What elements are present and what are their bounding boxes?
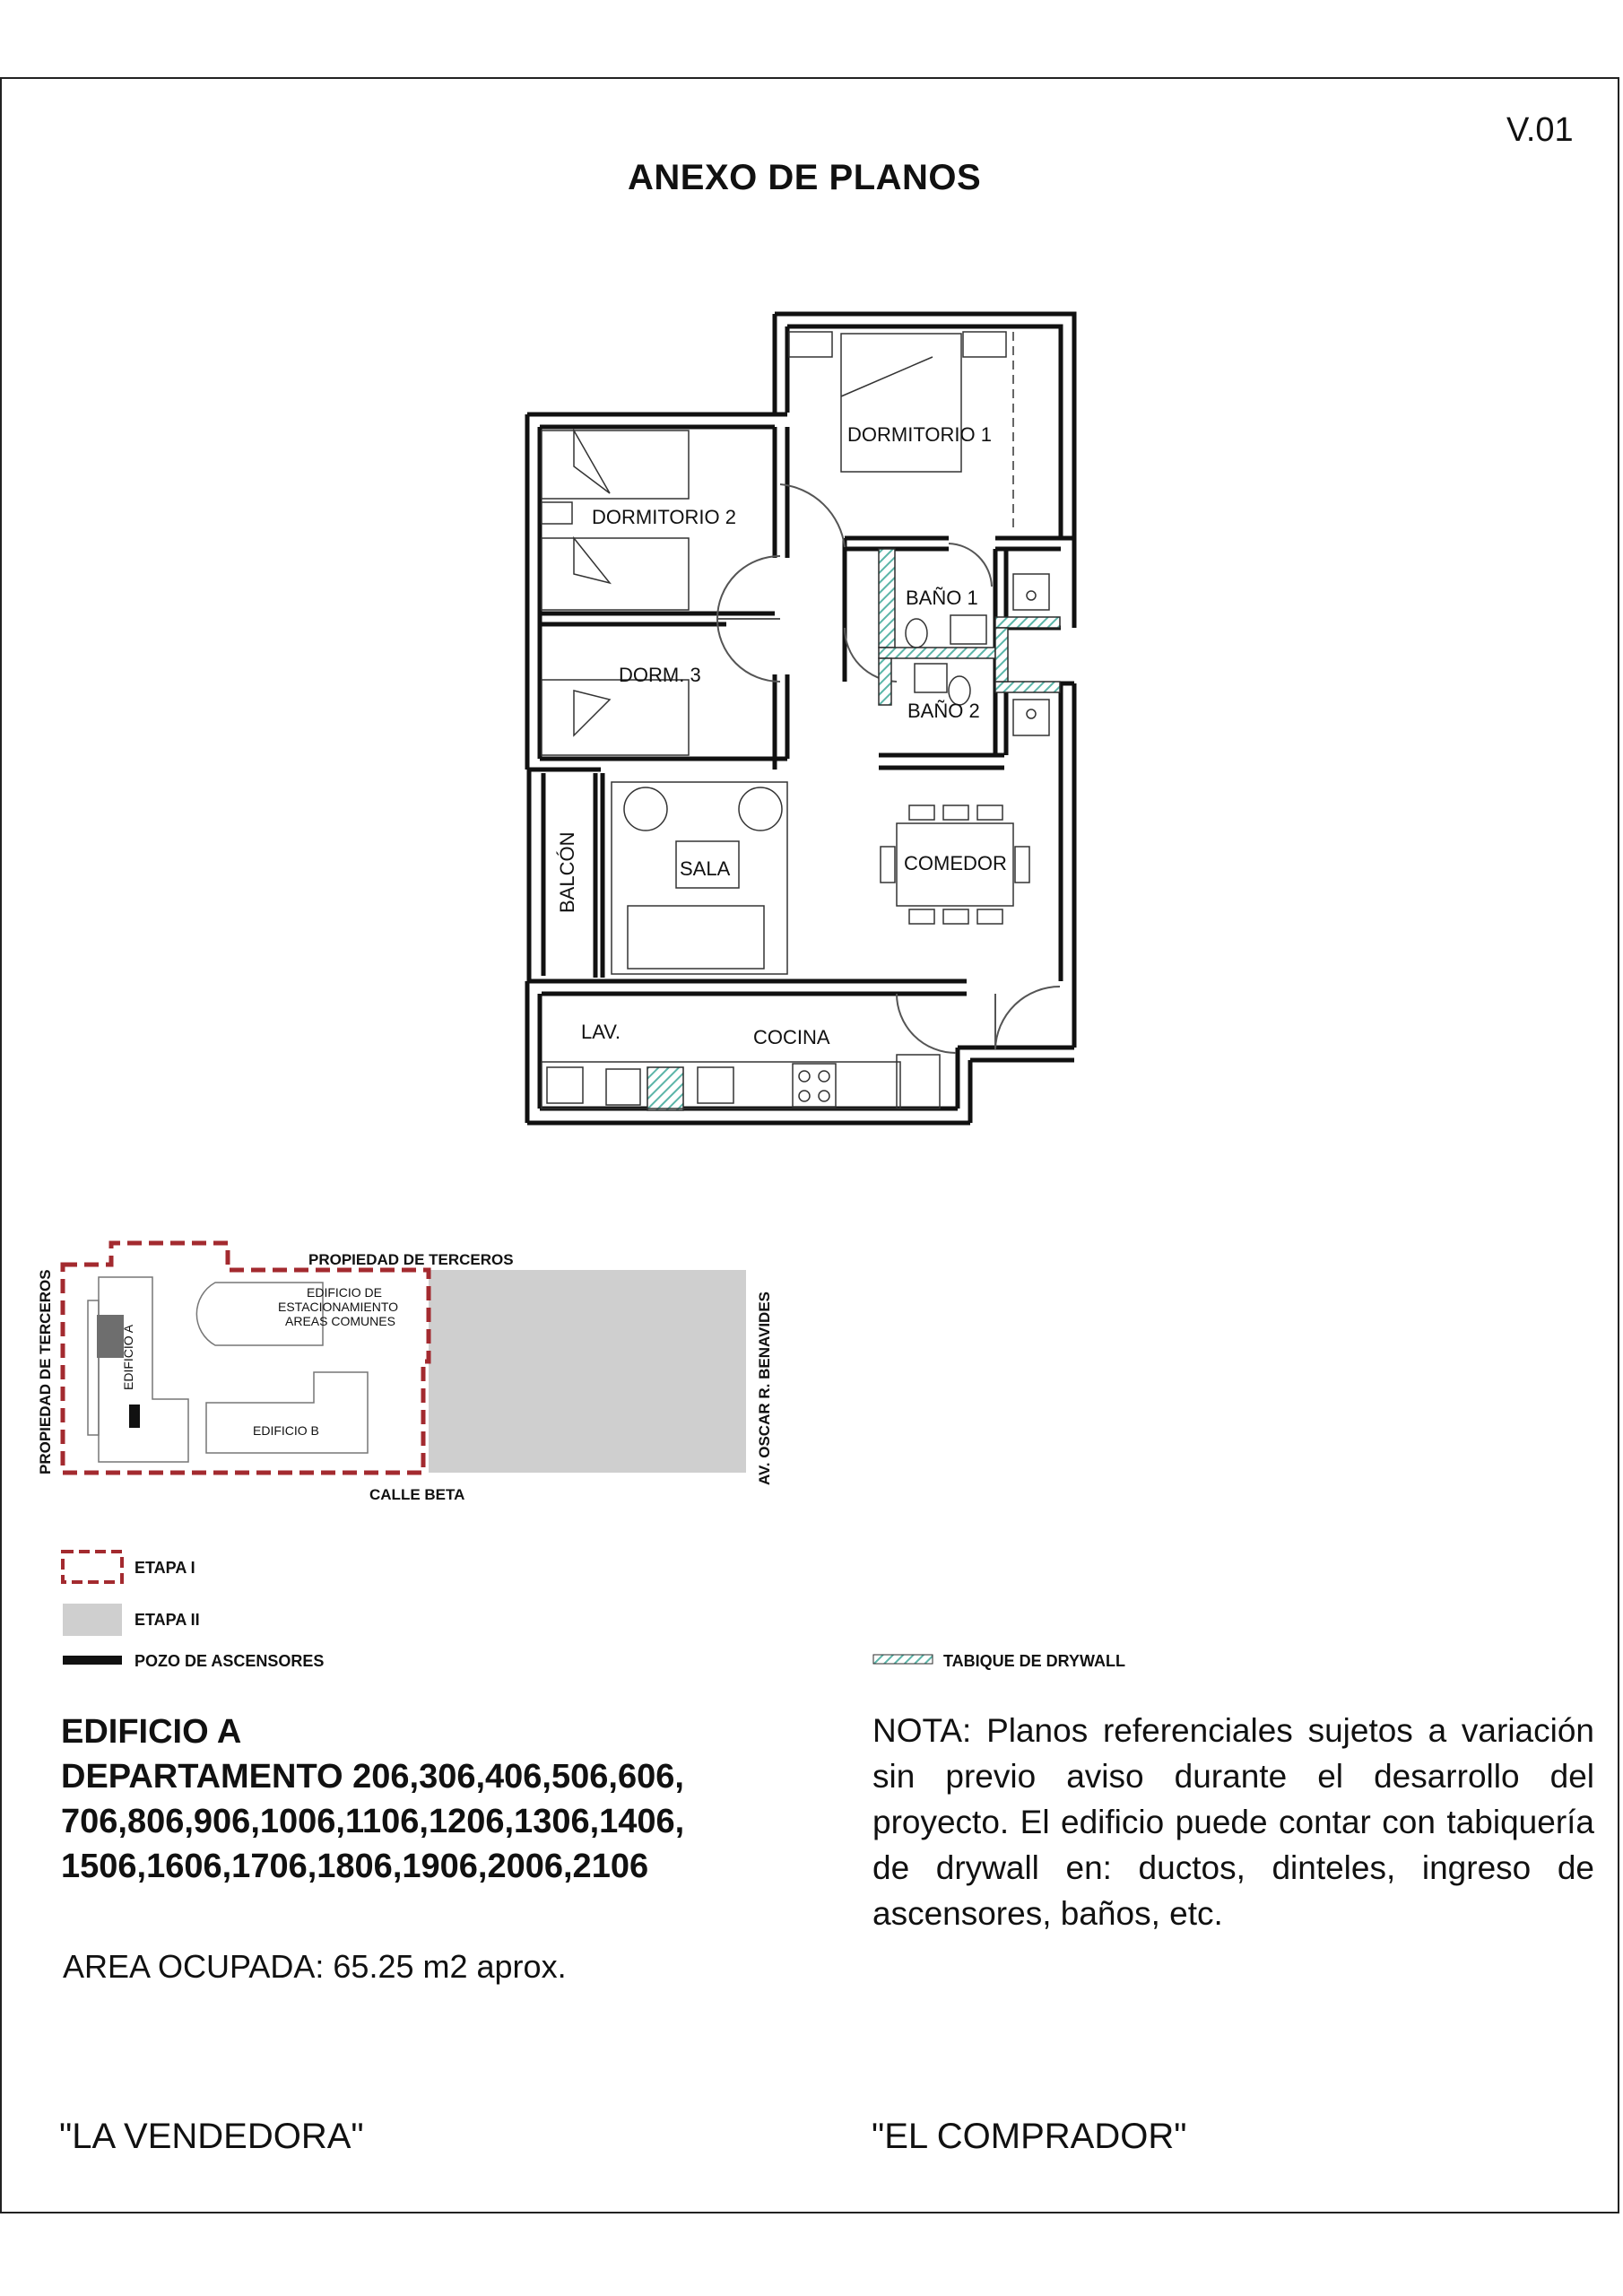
room-label-cocina: COCINA — [753, 1026, 830, 1048]
legend-label-etapa-1: ETAPA I — [135, 1559, 195, 1577]
elevator-shaft — [129, 1405, 140, 1428]
legend-label-etapa-2: ETAPA II — [135, 1611, 200, 1629]
room-label-dormitorio-1: DORMITORIO 1 — [847, 423, 992, 446]
legend-swatch-drywall — [873, 1655, 933, 1664]
site-label-edificio-a: EDIFICIO A — [121, 1324, 135, 1390]
room-label-bano-1: BAÑO 1 — [906, 587, 978, 609]
departamento-line-2: 706,806,906,1006,1106,1206,1306,1406, — [61, 1803, 685, 1840]
room-label-dormitorio-2: DORMITORIO 2 — [592, 506, 736, 528]
room-label-lav: LAV. — [581, 1021, 621, 1043]
unit-info — [61, 1709, 684, 1889]
site-label-edificio-b: EDIFICIO B — [253, 1423, 319, 1438]
floor-plan — [527, 314, 1074, 1123]
nota-text: NOTA: Planos referenciales sujetos a variación sin previo aviso durante el desarrollo del proyecto. El edificio puede contar con tabiquería de drywall en: ductos, dinteles, ingreso de ascensores, baños, etc. — [872, 1712, 1594, 1932]
legend-swatch-etapa-2 — [63, 1604, 122, 1636]
legend — [63, 1552, 1125, 1670]
edificio-a-unit-highlight — [97, 1315, 124, 1358]
exterior-walls — [527, 314, 1074, 1123]
page-title: ANEXO DE PLANOS — [628, 158, 982, 197]
signature-vendedora: "LA VENDEDORA" — [59, 2117, 364, 2156]
legend-swatch-etapa-1 — [63, 1552, 122, 1582]
room-label-dorm-3: DORM. 3 — [619, 664, 701, 686]
site-label-south: CALLE BETA — [369, 1486, 465, 1503]
legend-label-pozo: POZO DE ASCENSORES — [135, 1652, 325, 1670]
signature-comprador: "EL COMPRADOR" — [872, 2117, 1187, 2156]
etapa-2-area — [429, 1270, 746, 1473]
area-ocupada: AREA OCUPADA: 65.25 m2 aprox. — [63, 1948, 567, 1985]
legend-label-drywall: TABIQUE DE DRYWALL — [943, 1652, 1125, 1670]
departamento-line-1: DEPARTAMENTO 206,306,406,506,606, — [61, 1758, 684, 1796]
site-label-parking-1: EDIFICIO DE — [307, 1285, 383, 1300]
site-label-east: AV. OSCAR R. BENAVIDES — [756, 1291, 773, 1485]
version-label: V.01 — [1506, 111, 1574, 149]
legend-swatch-pozo — [63, 1656, 122, 1665]
room-label-balcon: BALCÓN — [556, 831, 578, 913]
drywall-partitions — [647, 549, 1060, 1110]
site-label-west: PROPIEDAD DE TERCEROS — [37, 1269, 54, 1474]
site-plan — [37, 1243, 773, 1503]
departamento-line-3: 1506,1606,1706,1806,1906,2006,2106 — [61, 1848, 649, 1885]
room-label-bano-2: BAÑO 2 — [907, 700, 980, 722]
edificio-label: EDIFICIO A — [61, 1713, 242, 1751]
site-label-parking-3: AREAS COMUNES — [285, 1314, 395, 1328]
room-label-sala: SALA — [680, 857, 731, 880]
site-label-parking-2: ESTACIONAMIENTO — [278, 1300, 399, 1314]
room-label-comedor: COMEDOR — [904, 852, 1007, 874]
site-label-north: PROPIEDAD DE TERCEROS — [308, 1251, 514, 1268]
